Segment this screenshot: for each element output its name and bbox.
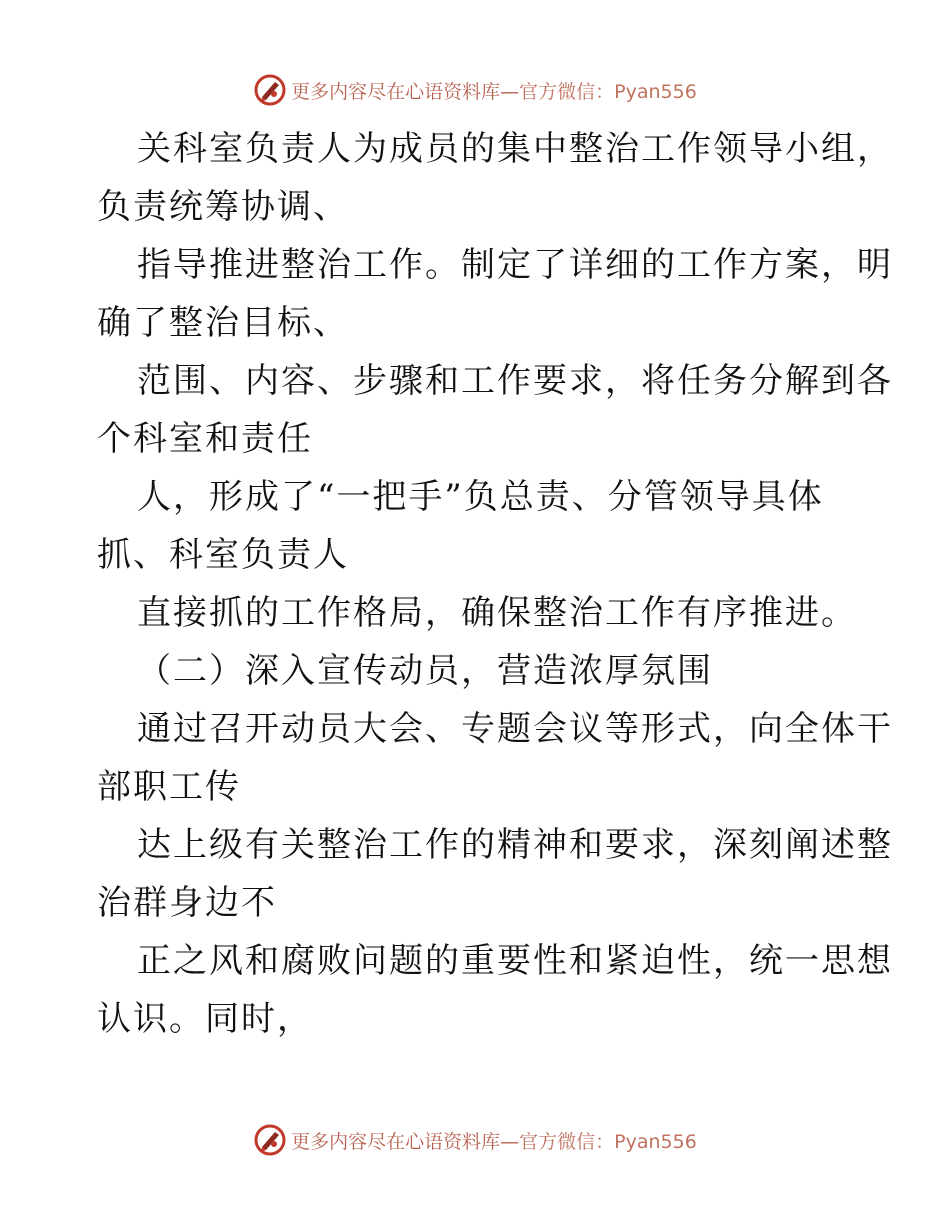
banner-separator: — xyxy=(500,80,520,103)
text-line: 指导推进整治工作。制定了详细的工作方案，明 xyxy=(137,245,893,285)
text-line: 范围、内容、步骤和工作要求，将任务分解到各 xyxy=(137,361,893,401)
text-line: 治群身边不 xyxy=(97,883,277,923)
section-heading: （二）深入宣传动员，营造浓厚氛围 xyxy=(137,651,713,691)
document-body xyxy=(97,120,893,1048)
footer-banner xyxy=(0,1120,950,1160)
text-line: 正之风和腐败问题的重要性和紧迫性，统一思想 xyxy=(137,941,893,981)
text-line: 部职工传 xyxy=(97,767,241,807)
text-line: 关科室负责人为成员的集中整治工作领导小组， xyxy=(137,129,893,169)
text-line: 通过召开动员大会、专题会议等形式，向全体干 xyxy=(137,709,893,749)
text-line: 负责统筹协调、 xyxy=(97,187,349,227)
text-line: 认识。同时， xyxy=(97,999,313,1039)
banner-separator: — xyxy=(500,1130,520,1153)
banner-main-text: 更多内容尽在心语资料库 xyxy=(291,80,501,103)
text-line: 个科室和责任 xyxy=(97,419,313,459)
text-line: 达上级有关整治工作的精神和要求，深刻阐述整 xyxy=(137,825,893,865)
logo-icon xyxy=(253,1123,287,1157)
text-line: 抓、科室负责人 xyxy=(97,535,349,575)
banner-wechat-text: 官方微信：Pyan556 xyxy=(519,1130,697,1153)
text-line: 人，形成了“一把手”负总责、分管领导具体 xyxy=(137,477,824,517)
header-banner xyxy=(0,70,950,110)
banner-wechat-text: 官方微信：Pyan556 xyxy=(519,80,697,103)
banner-main-text: 更多内容尽在心语资料库 xyxy=(291,1130,501,1153)
text-line: 确了整治目标、 xyxy=(97,303,349,343)
text-line: 直接抓的工作格局，确保整治工作有序推进。 xyxy=(137,593,857,633)
logo-icon xyxy=(253,73,287,107)
